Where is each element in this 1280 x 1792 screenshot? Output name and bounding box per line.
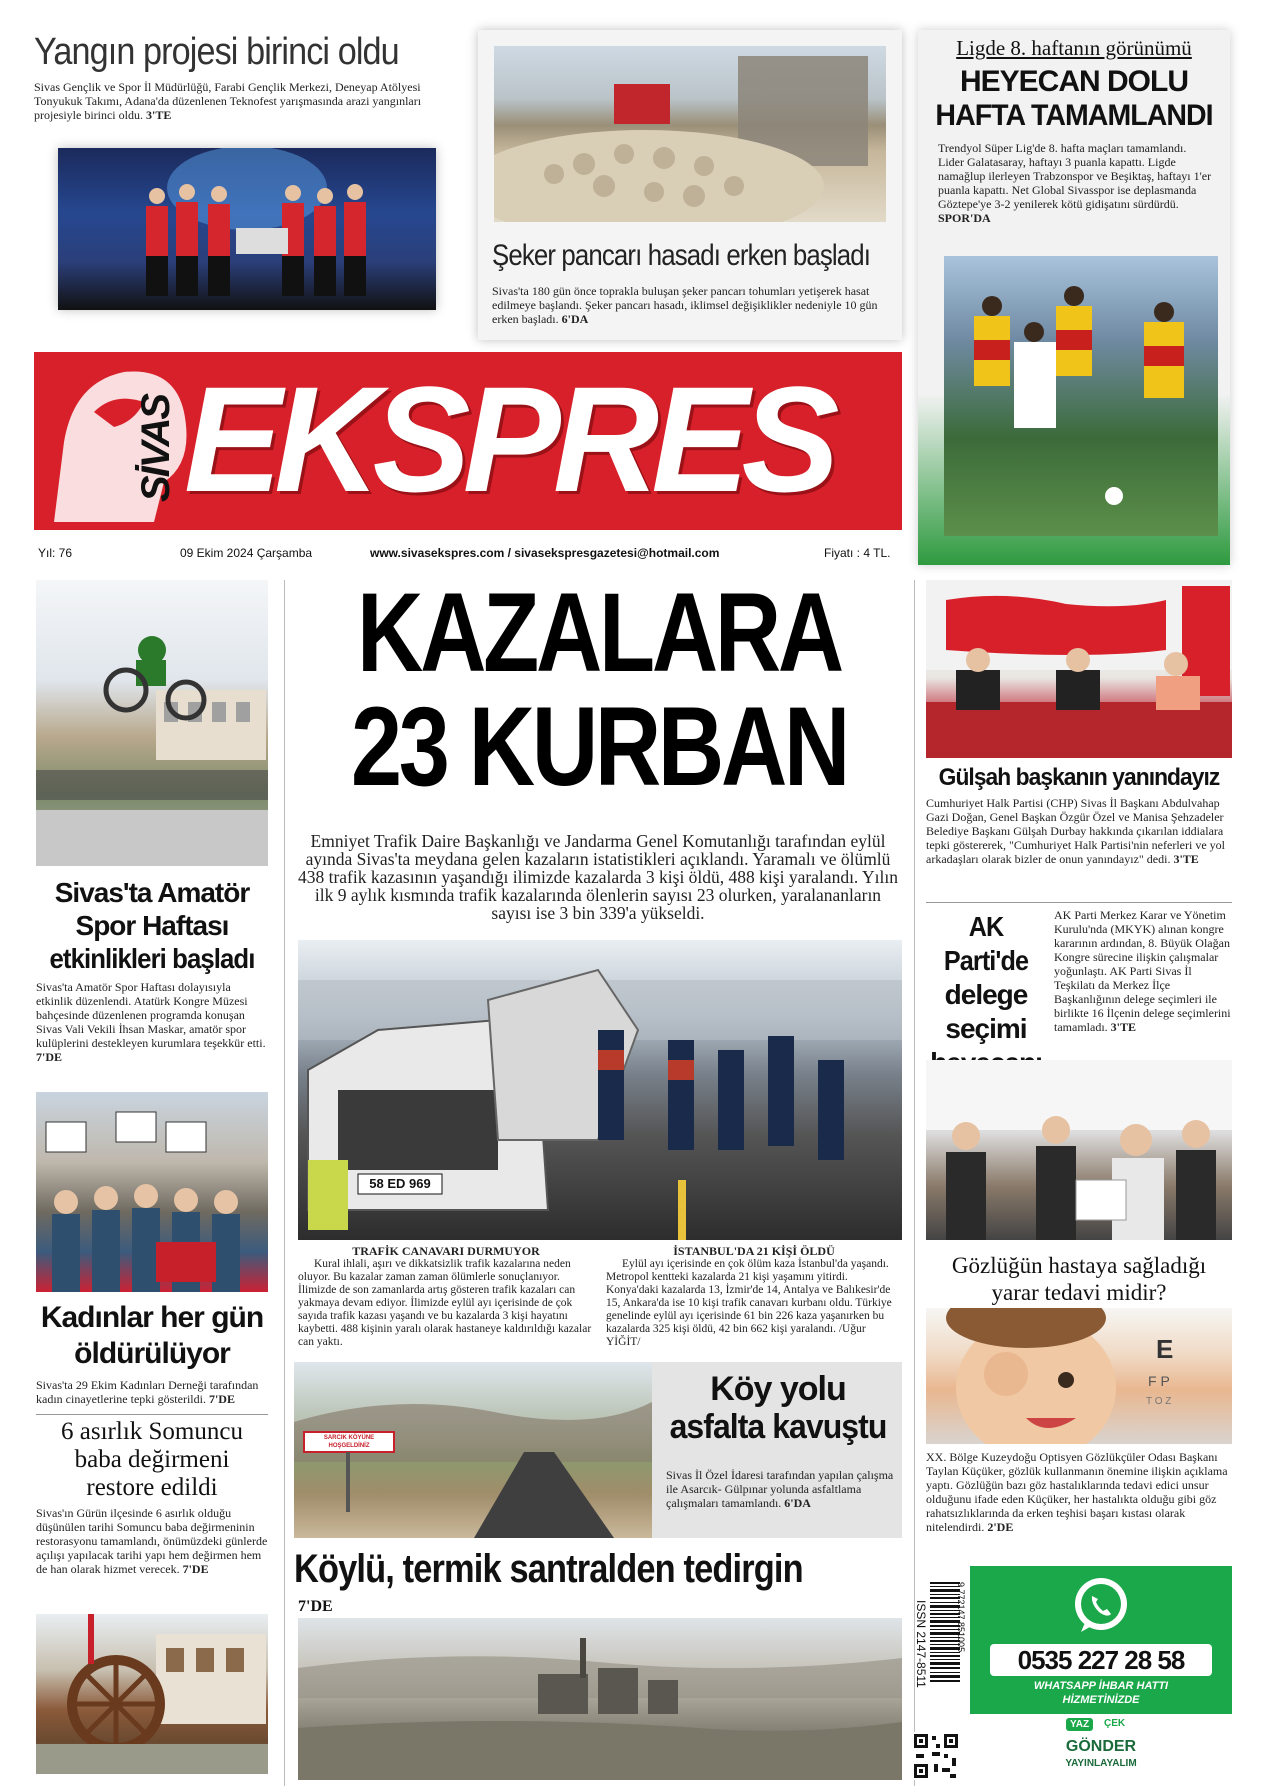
sport-box (918, 30, 1230, 565)
ak-line-1: AK Parti'de (943, 911, 1029, 976)
women-headline (36, 1300, 268, 1372)
top-left-body (34, 80, 454, 122)
masthead-small-word: SİVAS (134, 394, 178, 502)
chp-body (926, 796, 1232, 866)
sport-ref: SPOR'DA (938, 211, 991, 225)
main-col-1-head: TRAFİK CANAVARI DURMUYOR (352, 1244, 540, 1258)
football-players (944, 256, 1218, 536)
women-line-2: öldürülüyor (74, 1337, 230, 1370)
ak-election-scene (926, 1060, 1232, 1240)
mill-line-2: baba değirmeni (74, 1446, 230, 1473)
sport-body (938, 141, 1214, 225)
team-figures (58, 148, 436, 310)
top-mid-ref: 6'DA (561, 312, 589, 326)
ak-ref: 3'TE (1110, 1020, 1136, 1034)
village-road-story (294, 1362, 902, 1538)
whatsapp-ad[interactable] (970, 1566, 1232, 1780)
thermal-headline: Köylü, termik santralden tedirgin (294, 1547, 803, 1591)
sport-week-body-text: Sivas'ta Amatör Spor Haftası dolayısıyla etkinlik düzenlendi. Atatürk Kongre Müzesi bahçesinde düzenlenen programda konuşan Sivas Vali Vekili İhsan Maskar, amatör spor kulüplerini destekleyen kurumlara teşekkür etti. (36, 980, 266, 1050)
main-col-2-head: İSTANBUL'DA 21 KİŞİ ÖLDÜ (673, 1244, 835, 1258)
sport-week-line-3: etkinlikleri başladı (49, 943, 255, 974)
top-mid-story (478, 30, 902, 340)
divider-left (284, 580, 285, 1786)
whatsapp-yayin: YAYINLAYALIM (1065, 1758, 1137, 1769)
ak-line-2: delege (944, 979, 1028, 1010)
teknofest-team-photo (58, 148, 436, 310)
mill-body (36, 1506, 268, 1576)
whatsapp-icon (1069, 1574, 1133, 1638)
chp-body-text: Cumhuriyet Halk Partisi (CHP) Sivas İl Başkanı Abdulvahap Gazi Doğan, Genel Başkan Özgür Özel ve Manisa Şehzadeler Belediye Başkanı Gülşah Durbay hakkında çıkarılan iddialara tepki göstererek, "Cumhuriyet Halk Partisi'nin neferleri ve yol arkadaşları olarak bizler de onun yanındayız" dedi. (926, 796, 1225, 866)
top-left-ref: 3'TE (145, 108, 172, 122)
sport-headline-2: HAFTA TAMAMLANDI (935, 99, 1213, 132)
main-headline-line-1: KAZALARA (357, 570, 841, 695)
qr-code-icon[interactable] (912, 1732, 960, 1780)
motocross-scene (36, 580, 268, 866)
thermal-plant-photo (298, 1618, 902, 1780)
masthead-price: Fiyatı : 4 TL. (824, 546, 891, 560)
glasses-body-text: XX. Bölge Kuzeydoğu Optisyen Gözlükçüler Odası Başkanı Taylan Küçüker, gözlük kullanmanın önemine ilişkin açıklama yaptı. Gözlüğün bazı göz hastalıklarında tedavi edici unsur olduğunu ifade eden Küçüker, her hastalıkta olduğu gibi göz rahatsızlıklarında da erken teşhisi başarı kıstası olarak nitelendirdi. (926, 1450, 1228, 1534)
beet-pile (494, 46, 886, 222)
chp-press-scene (926, 580, 1232, 758)
plant-scene (298, 1618, 902, 1780)
whatsapp-line-1: WHATSAPP İHBAR HATTI (1033, 1680, 1169, 1692)
main-headline (292, 570, 906, 809)
protest-scene (36, 1092, 268, 1292)
svg-text:T O Z: T O Z (1146, 1396, 1172, 1407)
glasses-body (926, 1450, 1232, 1534)
glasses-headline (926, 1252, 1232, 1306)
top-left-body-text: Sivas Gençlik ve Spor İl Müdürlüğü, Farabi Gençlik Merkezi, Deneyap Atölyesi Tonyukuk Takımı, Adana'da düzenlenen Teknofest yarışmasında arazi yangınları projesiyle birinci oldu. (34, 80, 422, 122)
glasses-line-2: yarar tedavi midir? (991, 1280, 1167, 1305)
glasses-line-1: Gözlüğün hastaya sağladığı (951, 1253, 1207, 1278)
village-body-text: Sivas İl Özel İdaresi tarafından yapılan çalışma ile Asarcık- Gülpınar yolunda asfaltlama çalışmaları tamamlandı. (666, 1468, 894, 1510)
issn-code: ISSN 2147-8511 (914, 1600, 928, 1688)
main-col-2-body: Eylül ayı içerisinde en çok ölüm kaza İstanbul'da yaşandı. Metropol kentteki kazalarda 21 kişi yaşamını yitirdi. Konya'daki kazalarda 13, İzmir'de 14, Antalya ve Balıkesir'de 15, Ankara'da ise 10 kişi trafik canavarı kurbanı oldu. Türkiye genelinde eylül ayı içerisinde 61 bin 226 kaza yaşanırken bu kazalarda 325 kişi öldü, 42 bin 662 kişi yaralandı. /Uğur YİĞİT/ (606, 1258, 892, 1348)
main-headline-line-2: 23 KURBAN (350, 684, 848, 809)
village-headline (656, 1370, 900, 1446)
right-divider-1 (926, 902, 1232, 903)
crash-scene (298, 940, 902, 1240)
chp-ref: 3'TE (1173, 852, 1199, 866)
chp-press-photo (926, 580, 1232, 758)
beet-harvest-photo (494, 46, 886, 222)
whatsapp-yaz: YAZ (1066, 1718, 1093, 1731)
top-mid-body-text: Sivas'ta 180 gün önce toprakla buluşan şeker pancarı tohumları yetişerek hasat edilmeye başlandı. Şeker pancarı hasadı, iklimsel değişiklikler nedeniyle 10 gün erken başladı. (492, 284, 878, 326)
chp-headline: Gülşah başkanın yanındayız (938, 764, 1220, 791)
sport-week-body (36, 980, 268, 1064)
masthead (34, 352, 902, 530)
whatsapp-cek: ÇEK (1104, 1718, 1126, 1729)
ak-headline (926, 910, 1046, 1080)
top-mid-headline: Şeker pancarı hasadı erken başladı (492, 239, 871, 272)
main-col-1 (298, 1244, 594, 1349)
mill-ref: 7'DE (182, 1562, 209, 1576)
village-road-photo (294, 1362, 652, 1538)
whatsapp-phone[interactable]: 0535 227 28 58 (1017, 1645, 1185, 1675)
sport-body-text: Trendyol Süper Lig'de 8. hafta maçları tamamlandı. Lider Galatasaray, haftayı 3 puanla kapattı. Ligde namağlup ilerleyen Trabzonspor ve Beşiktaş, haftayı 1'er puanla kapattı. Net Global Sivasspor ise deplasmanda Göztepe'ye 3-2 yenilerek kötü gidişatını sürdürdü. (938, 141, 1212, 211)
svg-text:E: E (1156, 1334, 1174, 1364)
masthead-year: Yıl: 76 (38, 546, 73, 560)
ak-body (1054, 908, 1232, 1034)
ak-election-photo (926, 1060, 1232, 1240)
mill-line-3: restore edildi (86, 1474, 218, 1501)
mill-scene (36, 1614, 268, 1774)
svg-text:F P: F P (1148, 1373, 1170, 1389)
eye-exam-scene (926, 1308, 1232, 1444)
accident-plate: 58 ED 969 (369, 1176, 431, 1191)
women-ref: 7'DE (208, 1392, 235, 1406)
masthead-web[interactable]: www.sivasekspres.com / sivasekspresgazetesi@hotmail.com (370, 546, 720, 560)
women-line-1: Kadınlar her gün (40, 1301, 264, 1334)
women-body (36, 1378, 268, 1406)
main-col-1-body: Kural ihlali, aşırı ve dikkatsizlik trafik kazalarına neden oluyor. Bu kazalar zaman zaman ölümlerle sonuçlanıyor. İlimizde de son zamanlarda artış gösteren trafik kazaları can yakmaya devam ediyor. İlimizde eylül ayı içerisinde de çok sayıda trafik kazası yaşandı ve bu kazalarda 3 kişi hayatını kaybetti. 488 kişinin yaralı olarak hastaneye kaldırıldığı kazalar can yaktı. (298, 1258, 592, 1348)
village-sign-text: SARCIK KÖYÜNE HOŞGELDİNİZ (323, 1435, 375, 1449)
left-divider (36, 1414, 268, 1415)
sport-kicker: Ligde 8. haftanın görünümü (956, 36, 1192, 60)
masthead-title: EKSPRES (184, 355, 832, 523)
main-col-2 (606, 1244, 902, 1349)
top-mid-body (492, 284, 888, 326)
mill-line-1: 6 asırlık Somuncu (61, 1418, 243, 1445)
somuncu-mill-photo (36, 1614, 268, 1774)
women-body-text: Sivas'ta 29 Ekim Kadınları Derneği tarafından kadın cinayetlerine tepki gösterildi. (36, 1378, 259, 1406)
top-left-headline: Yangın projesi birinci oldu (34, 31, 399, 73)
village-line-2: asfalta kavuştu (669, 1408, 887, 1446)
sport-week-ref: 7'DE (36, 1050, 63, 1064)
sport-headline-1: HEYECAN DOLU (959, 65, 1188, 98)
masthead-date: 09 Ekim 2024 Çarşamba (180, 546, 313, 560)
amateur-sport-photo (36, 580, 268, 866)
mill-body-text: Sivas'ın Gürün ilçesinde 6 asırlık olduğu düşünülen tarihi Somuncu baba değirmeninin restorasyonu tamamlandı, önümüzdeki günlerde açılışı yapılacak tarihi yapı hem değirmen hem de han olarak hizmet verecek. (36, 1506, 268, 1576)
glasses-kid-photo (926, 1308, 1232, 1444)
masthead-info-bar (34, 546, 902, 564)
glasses-ref: 2'DE (987, 1520, 1014, 1534)
thermal-ref: 7'DE (298, 1598, 333, 1615)
village-ref: 6'DA (784, 1496, 811, 1510)
village-body (666, 1468, 896, 1510)
women-protest-photo (36, 1092, 268, 1292)
top-left-story (34, 30, 460, 330)
village-line-1: Köy yolu (710, 1370, 846, 1408)
sport-week-line-1: Sivas'ta Amatör (54, 877, 250, 908)
ak-body-text: AK Parti Merkez Karar ve Yönetim Kurulu'nda (MKYK) alınan kongre kararının ardından, 8. Büyük Olağan Kongre sürecine ilişkin çalışmalar yoğunlaştı. AK Parti Sivas İl Teşkilatı da Merkez İlçe Başkanlığının delege seçimleri ile birlikte 16 İlçenin delege seçimlerini tamamladı. (1054, 908, 1231, 1034)
road-scene (294, 1362, 652, 1538)
sport-week-headline (36, 876, 268, 975)
mill-headline (36, 1418, 268, 1502)
accident-photo (298, 940, 902, 1240)
whatsapp-line-2: HİZMETİNİZDE (1062, 1694, 1140, 1706)
whatsapp-gonder: GÖNDER (1065, 1738, 1137, 1755)
sport-week-line-2: Spor Haftası (75, 910, 229, 941)
ak-line-3: seçimi (945, 1013, 1027, 1044)
main-lead: Emniyet Trafik Daire Başkanlığı ve Jandarma Genel Komutanlığı tarafından eylül ayında Sivas'ta meydana gelen kazaların istatistikleri açıklandı. Yaramalı ve ölümlü 438 trafik kazasının yaşandığı ilimizde kazalarda 3 kişi öldü, 488 kişi yaralandı. Yılın ilk 9 aylık kısmında trafik kazalarında ölenlerin sayısı 23 olurken, yaralananların sayısı ise 3 bin 339'a yükseldi. (297, 831, 899, 923)
barcode-number: 9 772147 851005 (956, 1582, 966, 1653)
football-match-photo (944, 256, 1218, 536)
